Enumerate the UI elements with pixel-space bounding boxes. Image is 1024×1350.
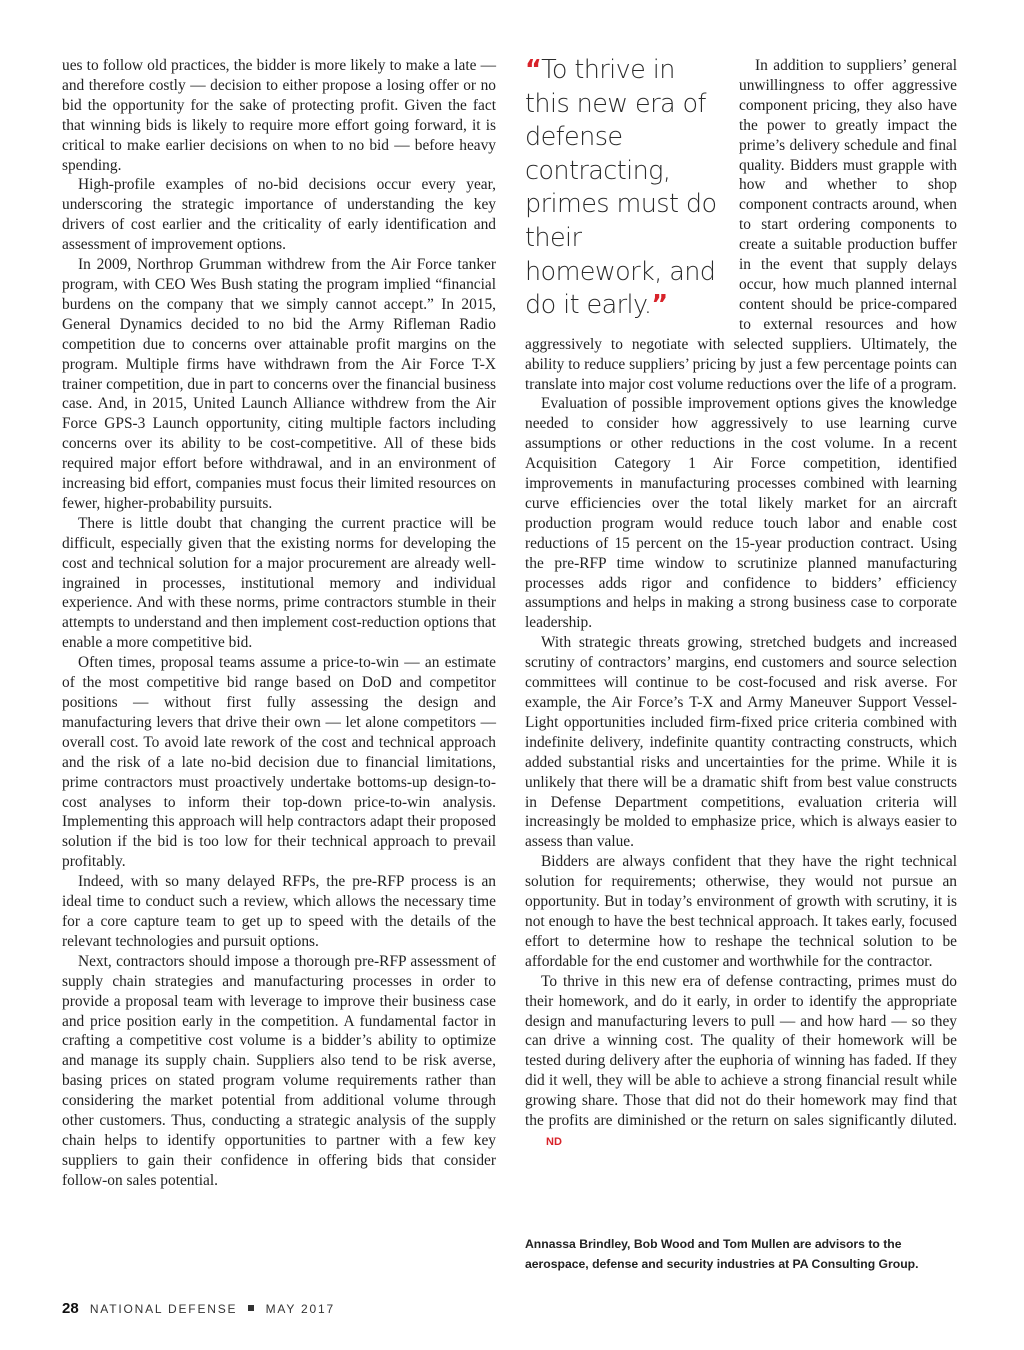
author-bio: Annassa Brindley, Bob Wood and Tom Mullen are advisors to the aerospace, defense and security industries at PA Consulting Group. [525, 1237, 919, 1271]
paragraph: Bidders are always confident that they have the right technical solution for requirements; otherwise, they would not pursue an opportunity. But in today’s environment of growth with scrutiny, it is not enough to have the best technical approach. It takes early, focused effort to determine how to reshape the technical solution to be affordable for the end customer and worthwhile for the contractor. [525, 853, 957, 970]
page-footer [62, 1300, 335, 1317]
paragraph: In 2009, Northrop Grumman withdrew from the Air Force tanker program, with CEO Wes Bush stating the program implied “financial burdens on the company that we simply cannot accept.” In 2015, General Dynamics decided to no bid the Army Rifleman Radio competition due to concerns over attainable profit margins on the program. Multiple firms have withdrawn from the Air Force T-X trainer competition, due in part to concerns over the financial business case. And, in 2015, United Launch Alliance withdrew from the Air Force GPS-3 Launch opportunity, citing multiple factors including concerns over its ability to be cost-competitive. All of these bids required major effort before withdrawal, and in an environment of increasing bid effort, companies must focus their limited resources on fewer, higher-probability pursuits. [62, 256, 496, 512]
paragraph: High-profile examples of no-bid decisions occur every year, underscoring the strategic importance of understanding the key drivers of cost earlier and the criticality of early identification and assessment of improvement options. [62, 176, 496, 254]
paragraph: With strategic threats growing, stretched budgets and increased scrutiny of contractors’ margins, end customers and source selection committees will continue to be cost-focused and risk averse. For example, the Air Force’s T-X and Army Maneuver Support Vessel-Light opportunities included firm-fixed price criteria combined with indefinite delivery, indefinite quantity contracting constructs, which added substantial risks and uncertainties for the prime. While it is unlikely that there will be a dramatic shift from best value constructs in Defense Department competitions, evaluation criteria will increasingly be molded to emphasize price, which is always easier to assess than value. [525, 634, 957, 851]
paragraph: ues to follow old practices, the bidder is more likely to make a late — and therefore costly — decision to either propose a losing offer or no bid the opportunity for the sake of protecting profit. Given the fact that winning bids is likely to require more effort going forward, it is critical to make earlier decisions on when to no bid — before heavy spending. [62, 57, 496, 174]
publication-name: NATIONAL DEFENSE [89, 1302, 238, 1316]
nd-end-mark: ND [546, 1135, 562, 1148]
paragraph-text: To thrive in this new era of defense contracting, primes must do their homework, and do it early, in order to identify the appropriate design and manufacturing levers to pull — and how hard — so they can drive a winning cost. The quality of their homework will be tested during delivery after the euphoria of winning has faded. If they did it well, they will be able to achieve a strong financial result while growing share. Those that did not do their homework may find that the profits are diminished or the return on sales significantly diluted. [525, 972, 957, 1130]
paragraph: Next, contractors should impose a thorough pre-RFP assessment of supply chain strategies and manufacturing processes in order to provide a proposal team with leverage to improve their business case and price position early in the competition. A fundamental factor in crafting a competitive cost volume is a bidder’s ability to optimize and manage its supply chain. Suppliers also tend to be risk averse, basing prices on stated program volume requirements rather than considering the market potential from additional volume through other customers. Thus, conducting a strategic analysis of the supply chain helps to identify opportunities to partner with a few key suppliers to gain their confidence in offering bids that consider follow-on sales potential. [62, 952, 496, 1189]
pull-quote-text: To thrive in this new era of defense contracting, primes must do their homework, and do it early. [525, 55, 717, 321]
right-column [525, 56, 957, 1153]
pull-quote-close-mark: ” [651, 290, 668, 321]
issue-date: MAY 2017 [265, 1302, 335, 1316]
left-column [62, 56, 496, 1191]
paragraph: Evaluation of possible improvement options gives the knowledge needed to consider how aggressively to use learning curve assumptions or other reductions in the cost volume. In a recent Acquisition Category 1 Air Force competition, identified improvements in manufacturing processes combined with learning curve efficiencies over the total likely market for an aircraft production program would reduce touch labor and enable cost reductions of 15 percent on the 15-year production contract. Using the pre-RFP time window to scrutinize planned manufacturing processes adds rigor and confidence to bidders’ efficiency assumptions and helps in making a strong business case to corporate leadership. [525, 395, 957, 632]
page-number: 28 [62, 1300, 79, 1317]
paragraph: Often times, proposal teams assume a price-to-win — an estimate of the most competitive bid range based on DoD and competitor positions — without first fully assessing the design and manufacturing levers that drive their own — let alone competitors — overall cost. To avoid late rework of the cost and technical approach and the risk of a late no-bid decision due to financial limitations, prime contractors must proactively undertake bottoms-up design-to-cost analyses to inform their top-down price-to-win analysis. Implementing this approach will help contractors adapt their proposed solution if the bid is too low for their technical approach to prevail profitably. [62, 654, 496, 871]
pull-quote-open-mark: “ [525, 55, 542, 85]
paragraph: There is little doubt that changing the current practice will be difficult, especially given that the existing norms for developing the cost and technical solution for a major procurement are already well-ingrained in processes, institutional memory and individual experience. And with these norms, prime contractors stumble in their attempts to understand and then implement cost-reduction options that enable a more competitive bid. [62, 514, 496, 652]
pull-quote [525, 54, 725, 323]
paragraph: Indeed, with so many delayed RFPs, the pre-RFP process is an ideal time to conduct such a review, which allows the necessary time for a core capture team to get up to speed with the details of the relevant technologies and pursuit options. [62, 873, 496, 950]
paragraph-last [525, 972, 957, 1153]
paragraph: In addition to suppliers’ general unwillingness to offer aggressive component pricing, they also have the power to greatly impact the prime’s delivery schedule and final quality. Bidders must grapple with how and whether to shop component contracts around, when to start ordering components to create a suitable production buffer in the event that supply delays occur, how much planned internal content should be price-compared to external resources and how aggressively to negotiate with selected suppliers. Ultimately, the ability to reduce suppliers’ pricing by just a few percentage points can translate into major cost volume reductions over the life of a program. [525, 57, 957, 393]
footer-separator [248, 1305, 254, 1311]
